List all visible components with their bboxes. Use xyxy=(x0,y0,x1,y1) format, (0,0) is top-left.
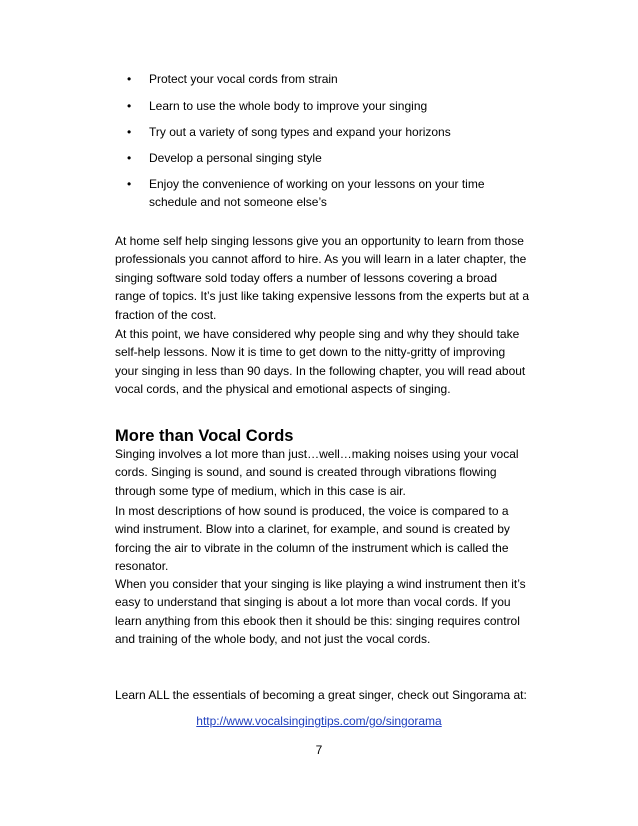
bullet-text: Enjoy the convenience of working on your lessons on your time schedule and not someone else’s xyxy=(149,177,485,209)
section-heading: More than Vocal Cords xyxy=(115,427,294,445)
bullet-text: Learn to use the whole body to improve your singing xyxy=(149,99,428,113)
singorama-link[interactable]: http://www.vocalsingingtips.com/go/singorama xyxy=(196,714,442,728)
bullet-text: Protect your vocal cords from strain xyxy=(149,72,338,86)
section-paragraph: Singing involves a lot more than just…well…making noises using your vocal cords. Singing is sound, and sound is created through vibrations flowing through some type of medium, which in this case is air. xyxy=(115,447,519,498)
footer-promo-text: Learn ALL the essentials of becoming a great singer, check out Singorama at: xyxy=(115,688,527,702)
page-number: 7 xyxy=(315,743,323,757)
bullet-icon: • xyxy=(127,125,132,139)
section-paragraph: In most descriptions of how sound is produced, the voice is compared to a wind instrument. Blow into a clarinet, for example, and sound is created by forcing the air to vibrate in the column of the instrument which is called the resonator. xyxy=(115,504,510,574)
body-paragraph: At this point, we have considered why people sing and why they should take self-help lessons. Now it is time to get down to the nitty-gritty of improving your singing in less than 90 days. In the following chapter, you will read about vocal cords, and the physical and emotional aspects of singing. xyxy=(115,327,526,397)
bullet-text: Try out a variety of song types and expand your horizons xyxy=(149,125,451,139)
section-paragraph: When you consider that your singing is like playing a wind instrument then it’s easy to understand that singing is about a lot more than vocal cords. If you learn anything from this ebook then it should be this: singing requires control and training of the whole body, and not just the vocal cords. xyxy=(115,577,526,647)
footer-link-row xyxy=(0,712,638,730)
bullet-icon: • xyxy=(127,99,132,113)
bullet-icon: • xyxy=(127,177,132,191)
body-paragraph: At home self help singing lessons give you an opportunity to learn from those professionals you cannot afford to hire. As you will learn in a later chapter, the singing software sold today offers a number of lessons covering a broad range of topics. It’s just like taking expensive lessons from the experts but at a fraction of the cost. xyxy=(115,234,529,322)
bullet-text: Develop a personal singing style xyxy=(149,151,322,165)
bullet-icon: • xyxy=(127,151,132,165)
bullet-icon: • xyxy=(127,72,132,86)
